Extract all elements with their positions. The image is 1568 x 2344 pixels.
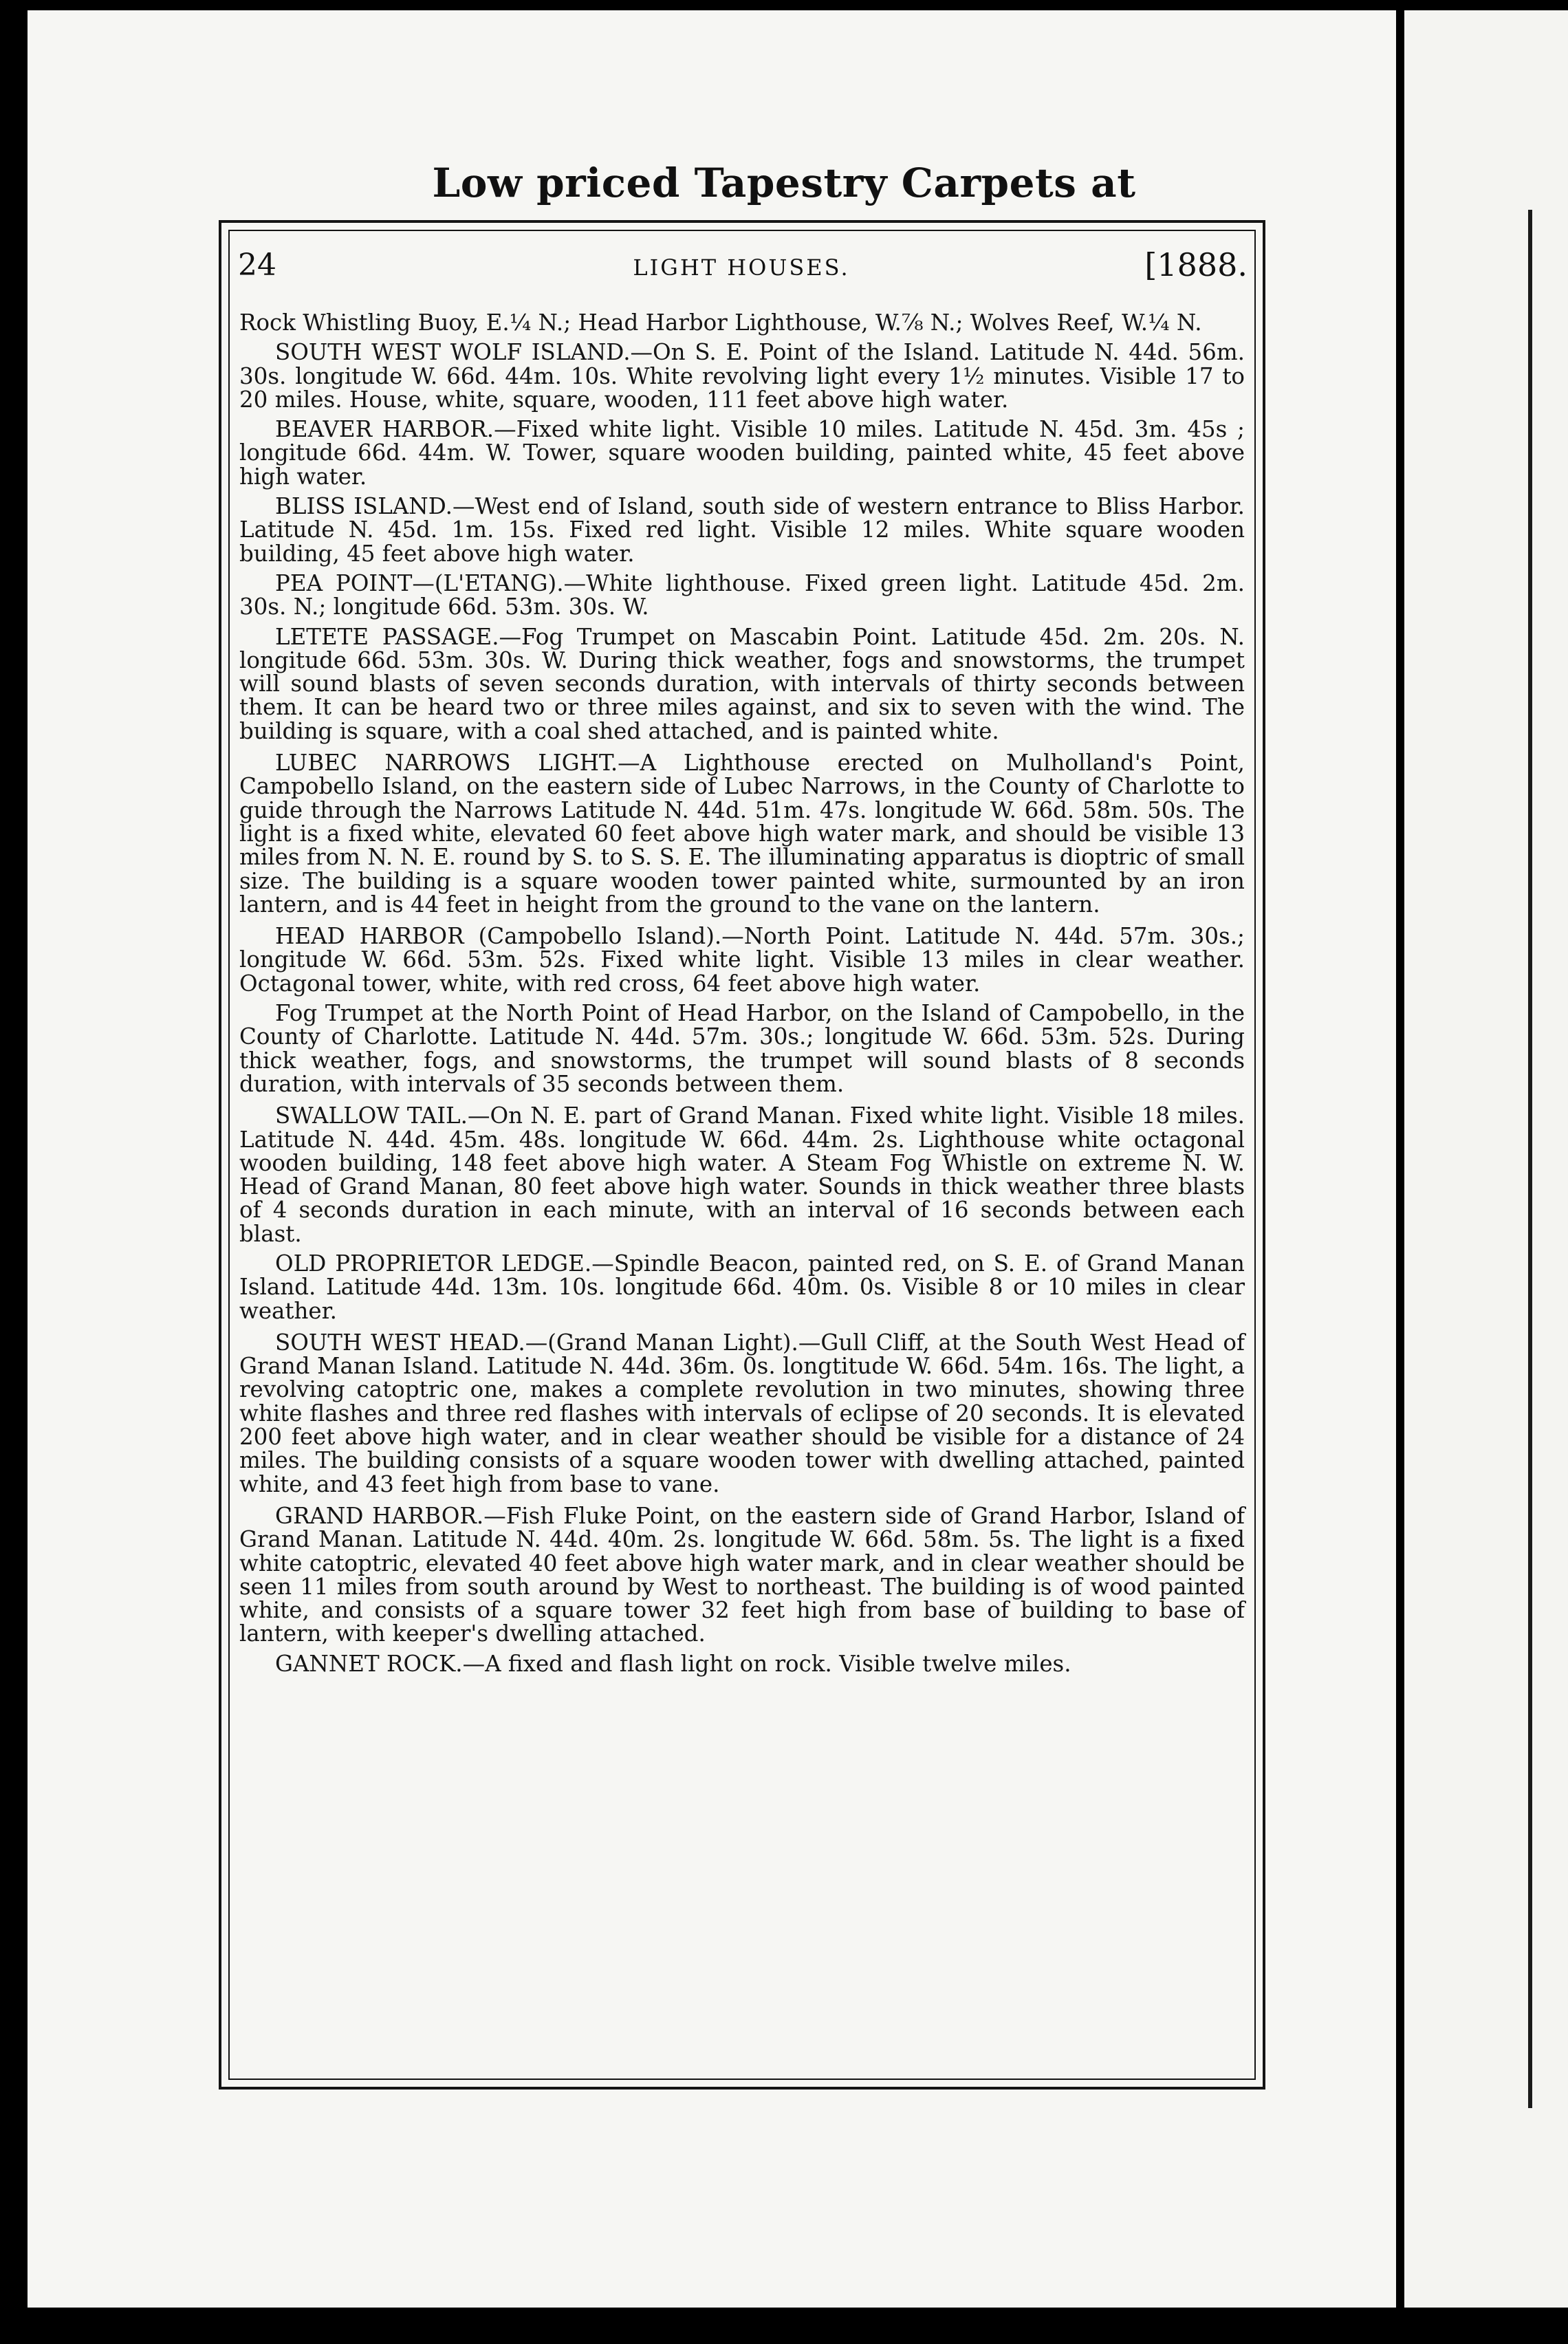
entry-old-proprietor-ledge: OLD PROPRIETOR LEDGE.—Spindle Beacon, painted red, on S. E. of Grand Manan Island. Latitude 44d. 13m. 10s. longitude 66d. 40m. 0s. Visible 8 or 10 miles in clear weather. [239,1250,1245,1324]
entry-swallow-tail: SWALLOW TAIL.—On N. E. part of Grand Manan. Fixed white light. Visible 18 miles. Latitude N. 44d. 45m. 48s. longitude W. 66d. 44m. 2s. Lighthouse white octagonal wooden building, 148 feet above high water. A Steam Fog Whistle on extreme N. W. Head of Grand Manan, 80 feet above high water. Sounds in thick weather three blasts of 4 seconds duration in each minute, with an interval of 16 seconds between each blast. [239,1103,1245,1247]
facing-page-frame-edge [1528,210,1532,2108]
year-label: [1888. [1144,246,1248,283]
advertisement-header: Low priced Tapestry Carpets at [432,160,1136,206]
entry-south-west-head: SOUTH WEST HEAD.—(Grand Manan Light).—Gull Cliff, at the South West Head of Grand Manan Island. Latitude N. 44d. 36m. 0s. longtitude W. 66d. 54m. 16s. The light, a revolving catoptric one, makes a complete revolution in two minutes, showing three white flashes and three red flashes with intervals of eclipse of 20 seconds. It is elevated 200 feet above high water, and in clear weather should be visible for a distance of 24 miles. The building consists of a square wooden tower with dwelling attached, painted white, and 43 feet high from base to vane. [239,1329,1245,1497]
entry-south-west-wolf-island: SOUTH WEST WOLF ISLAND.—On S. E. Point of the Island. Latitude N. 44d. 56m. 30s. longitude W. 66d. 44m. 10s. White revolving light every 1½ minutes. Visible 17 to 20 miles. House, white, square, wooden, 111 feet above high water. [239,339,1245,413]
entry-pea-point: PEA POINT—(L'ETANG).—White lighthouse. Fixed green light. Latitude 45d. 2m. 30s. N.; longitude 66d. 53m. 30s. W. [239,569,1245,620]
entry-rock-whistling-buoy: Rock Whistling Buoy, E.¼ N.; Head Harbor Lighthouse, W.⅞ N.; Wolves Reef, W.¼ N. [239,310,1202,336]
entry-beaver-harbor: BEAVER HARBOR.—Fixed white light. Visible 10 miles. Latitude N. 45d. 3m. 45s ; longitude 66d. 44m. W. Tower, square wooden building, painted white, 45 feet above high water. [239,416,1245,490]
running-head [234,248,1249,296]
entry-bliss-island: BLISS ISLAND.—West end of Island, south side of western entrance to Bliss Harbor. Latitude N. 45d. 1m. 15s. Fixed red light. Visible 12 miles. White square wooden building, 45 feet above high water. [239,493,1245,567]
facing-page-edge [1404,10,1568,2308]
entry-letete-passage: LETETE PASSAGE.—Fog Trumpet on Mascabin Point. Latitude 45d. 2m. 20s. N. longitude 66d. 53m. 30s. W. During thick weather, fogs and snowstorms, the trumpet will sound blasts of seven seconds duration, with intervals of thirty seconds between them. It can be heard two or three miles against, and six to seven with the wind. The building is square, with a coal shed attached, and is painted white. [239,623,1245,744]
entry-gannet-rock: GANNET ROCK.—A fixed and flash light on rock. Visible twelve miles. [275,1650,1071,1677]
entry-fog-trumpet-head-harbor: Fog Trumpet at the North Point of Head Harbor, on the Island of Campobello, in the County of Charlotte. Latitude N. 44d. 57m. 30s.; longitude W. 66d. 53m. 52s. During thick weather, fogs, and snowstorms, the trumpet will sound blasts of 8 seconds duration, with intervals of 35 seconds between them. [239,1000,1245,1097]
section-title: LIGHT HOUSES. [633,254,850,281]
page-number: 24 [238,248,276,283]
entry-grand-harbor: GRAND HARBOR.—Fish Fluke Point, on the eastern side of Grand Harbor, Island of Grand Manan. Latitude N. 44d. 40m. 2s. longitude W. 66d. 58m. 5s. The light is a fixed white catoptric, elevated 40 feet above high water mark, and in clear weather should be seen 11 miles from south around by West to northeast. The building is of wood painted white, and consists of a square tower 32 feet high from base of building to base of lantern, with keeper's dwelling attached. [239,1502,1245,1647]
lighthouse-listing [239,311,1245,1682]
entry-head-harbor: HEAD HARBOR (Campobello Island).—North Point. Latitude N. 44d. 57m. 30s.; longitude W. 66d. 53m. 52s. Fixed white light. Visible 13 miles in clear weather. Octagonal tower, white, with red cross, 64 feet above high water. [239,923,1245,997]
entry-lubec-narrows-light: LUBEC NARROWS LIGHT.—A Lighthouse erected on Mulholland's Point, Campobello Island, on the eastern side of Lubec Narrows, in the County of Charlotte to guide through the Narrows Latitude N. 44d. 51m. 47s. longitude W. 66d. 58m. 50s. The light is a fixed white, elevated 60 feet above high water mark, and should be visible 13 miles from N. N. E. round by S. to S. S. E. The illuminating apparatus is dioptric of small size. The building is a square wooden tower painted white, surmounted by an iron lantern, and is 44 feet in height from the ground to the vane on the lantern. [239,750,1245,918]
